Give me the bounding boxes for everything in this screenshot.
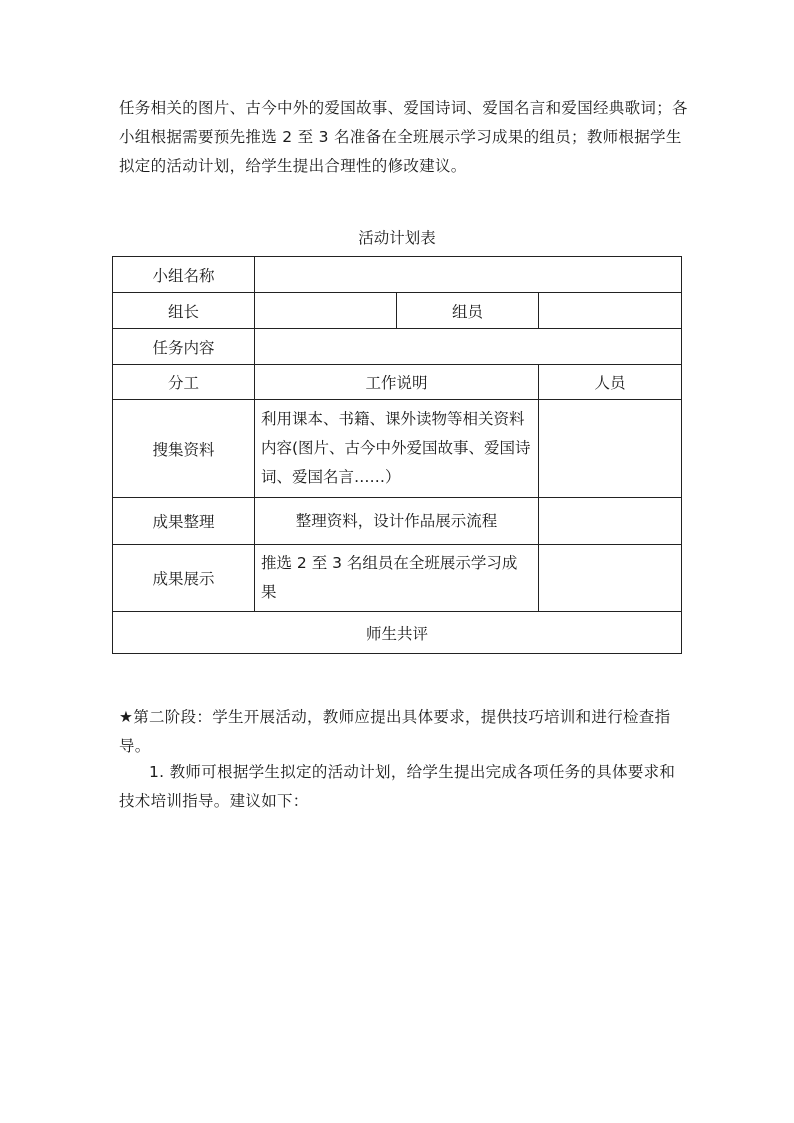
table-row [113, 293, 682, 329]
table-row [113, 257, 682, 293]
row-division: 成果整理 [113, 498, 255, 545]
table-row [113, 545, 682, 612]
row-personnel [539, 400, 682, 498]
member-label: 组员 [397, 293, 539, 329]
table-header-row [113, 365, 682, 400]
row-division: 搜集资料 [113, 400, 255, 498]
leader-label: 组长 [113, 293, 255, 329]
header-description: 工作说明 [255, 365, 539, 400]
row-personnel [539, 498, 682, 545]
activity-plan-table [112, 256, 682, 654]
stage2-item-1: 1. 教师可根据学生拟定的活动计划，给学生提出完成各项任务的具体要求和技术培训指导。建议如下： [119, 763, 676, 810]
group-name-label: 小组名称 [113, 257, 255, 293]
leader-cell [255, 293, 397, 329]
table-row [113, 498, 682, 545]
intro-paragraph: 任务相关的图片、古今中外的爱国故事、爱国诗词、爱国名言和爱国经典歌词；各小组根据需要预先推选 2 至 3 名准备在全班展示学习成果的组员；教师根据学生拟定的活动计划，给学生提出合理性的修改建议。 [119, 99, 688, 175]
row-personnel [539, 545, 682, 612]
task-label: 任务内容 [113, 329, 255, 365]
stage2-heading: ★第二阶段：学生开展活动，教师应提出具体要求，提供技巧培训和进行检查指导。 [119, 708, 671, 755]
table-row [113, 329, 682, 365]
member-cell [539, 293, 682, 329]
row-description: 整理资料，设计作品展示流程 [255, 498, 539, 545]
task-cell [255, 329, 682, 365]
row-division: 成果展示 [113, 545, 255, 612]
table-footer-row [113, 612, 682, 654]
table-caption: 活动计划表 [358, 229, 436, 247]
row-description: 推选 2 至 3 名组员在全班展示学习成果 [255, 545, 539, 612]
group-name-cell [255, 257, 682, 293]
evaluation-cell: 师生共评 [113, 612, 682, 654]
table-row [113, 400, 682, 498]
row-description: 利用课本、书籍、课外读物等相关资料内容(图片、古今中外爱国故事、爱国诗词、爱国名言……） [255, 400, 539, 498]
header-division: 分工 [113, 365, 255, 400]
header-personnel: 人员 [539, 365, 682, 400]
